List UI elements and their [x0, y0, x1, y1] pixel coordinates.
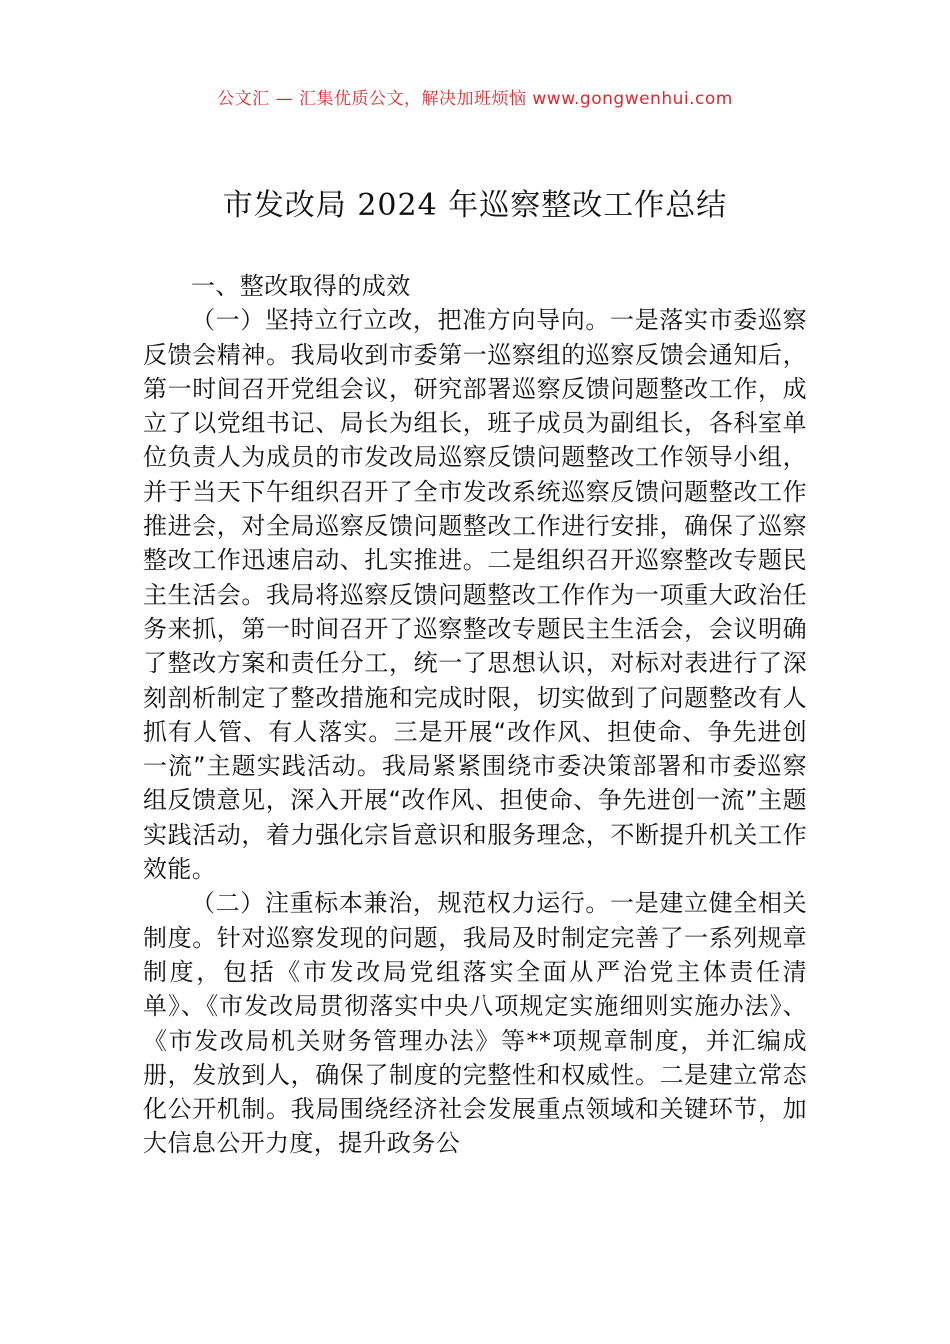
paragraph: （一）坚持立行立改，把准方向导向。一是落实市委巡察反馈会精神。我局收到市委第一巡察组的巡察反馈会通知后，第一时间召开党组会议，研究部署巡察反馈问题整改工作，成立了以党组书记、局长为组长，班子成员为副组长，各科室单位负责人为成员的市发改局巡察反馈问题整改工作领导小组，并于当天下午组织召开了全市发改系统巡察反馈问题整改工作推进会，对全局巡察反馈问题整改工作进行安排，确保了巡察整改工作迅速启动、扎实推进。二是组织召开巡察整改专题民主生活会。我局将巡察反馈问题整改工作作为一项重大政治任务来抓，第一时间召开了巡察整改专题民主生活会，会议明确了整改方案和责任分工，统一了思想认识，对标对表进行了深刻剖析制定了整改措施和完成时限，切实做到了问题整改有人抓有人管、有人落实。三是开展“改作风、担使命、争先进创一流”主题实践活动。我局紧紧围绕市委决策部署和市委巡察组反馈意见，深入开展“改作风、担使命、争先进创一流”主题实践活动，着力强化宗旨意识和服务理念，不断提升机关工作效能。 [143, 306, 807, 884]
paragraph: （二）注重标本兼治，规范权力运行。一是建立健全相关制度。针对巡察发现的问题，我局及时制定完善了一系列规章制度，包括《市发改局党组落实全面从严治党主体责任清单》、《市发改局贯彻落实中央八项规定实施细则实施办法》、《市发改局机关财务管理办法》等**项规章制度，并汇编成册，发放到人，确保了制度的完整性和权威性。二是建立常态化公开机制。我局围绕经济社会发展重点领域和关键环节，加大信息公开力度，提升政务公 [143, 889, 807, 1158]
document-body [143, 269, 807, 1161]
section-heading: 一、整改取得的成效 [191, 272, 411, 300]
watermark-header[interactable]: 公文汇 — 汇集优质公文，解决加班烦恼 www.gongwenhui.com [217, 89, 733, 109]
document-title: 市发改局 2024 年巡察整改工作总结 [222, 188, 728, 223]
